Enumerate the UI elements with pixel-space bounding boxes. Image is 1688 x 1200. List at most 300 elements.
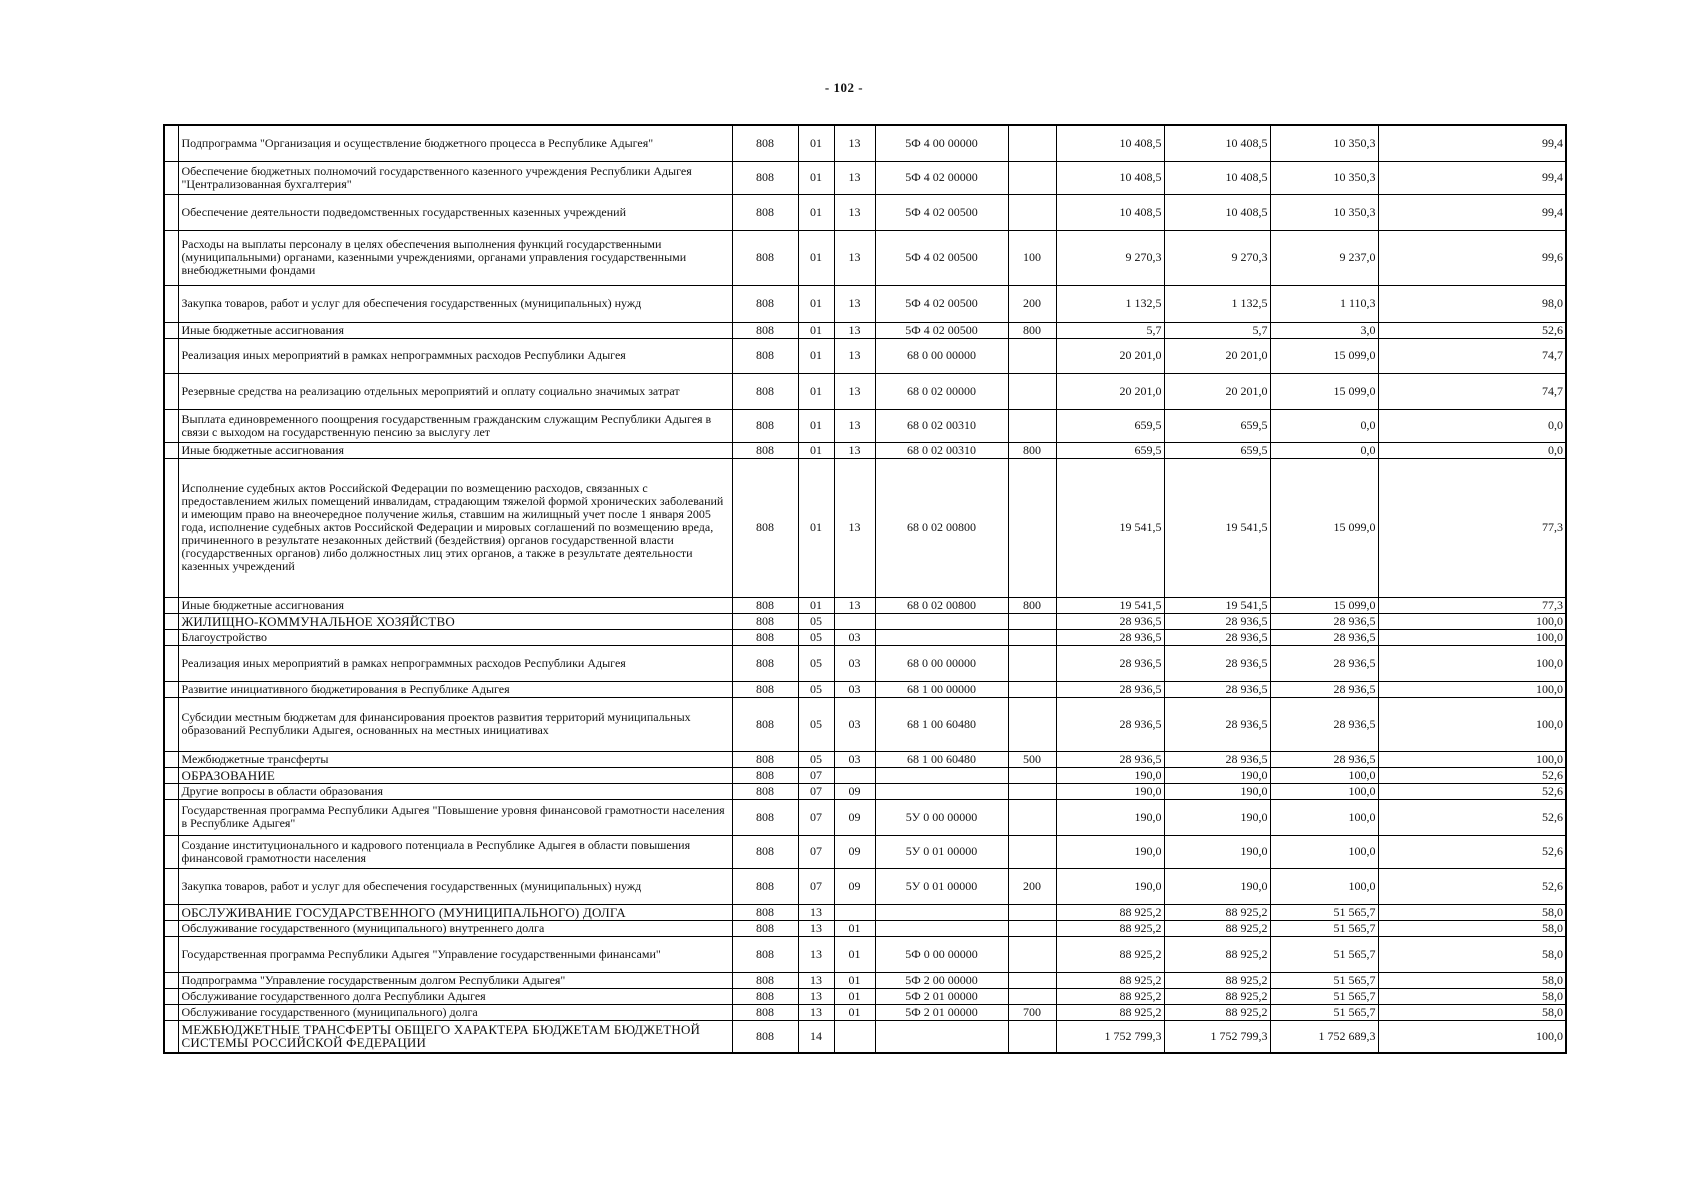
- row-name: ОБРАЗОВАНИЕ: [178, 767, 732, 783]
- row-grbs-code: 808: [732, 697, 798, 751]
- row-grbs-code: 808: [732, 338, 798, 373]
- row-name: Обслуживание государственного (муниципального) внутреннего долга: [178, 920, 732, 936]
- row-section-code: 01: [798, 161, 834, 194]
- table-row: [164, 125, 1566, 161]
- row-subsection-code: 09: [834, 783, 875, 799]
- row-revised-amount: 28 936,5: [1164, 613, 1270, 629]
- row-execution-percent: 99,4: [1378, 161, 1566, 194]
- row-name: Обслуживание государственного долга Республики Адыгея: [178, 988, 732, 1004]
- table-row: [164, 920, 1566, 936]
- row-execution-percent: 77,3: [1378, 597, 1566, 613]
- row-executed-amount: 15 099,0: [1270, 597, 1378, 613]
- row-execution-percent: 99,6: [1378, 230, 1566, 285]
- row-target-article: [875, 904, 1008, 920]
- table-row: [164, 194, 1566, 230]
- row-target-article: [875, 629, 1008, 645]
- row-subsection-code: 01: [834, 920, 875, 936]
- row-target-article: [875, 783, 1008, 799]
- row-expense-type: [1008, 904, 1056, 920]
- row-name: Иные бюджетные ассигнования: [178, 322, 732, 338]
- row-section-code: 01: [798, 194, 834, 230]
- row-grbs-code: 808: [732, 783, 798, 799]
- row-executed-amount: 28 936,5: [1270, 681, 1378, 697]
- table-row: [164, 285, 1566, 322]
- row-executed-amount: 15 099,0: [1270, 338, 1378, 373]
- row-executed-amount: 51 565,7: [1270, 1004, 1378, 1020]
- row-execution-percent: 99,4: [1378, 125, 1566, 161]
- row-margin-cell: [164, 835, 178, 868]
- row-execution-percent: 58,0: [1378, 920, 1566, 936]
- row-executed-amount: 28 936,5: [1270, 629, 1378, 645]
- row-expense-type: 800: [1008, 597, 1056, 613]
- row-approved-amount: 10 408,5: [1056, 194, 1164, 230]
- row-subsection-code: 01: [834, 988, 875, 1004]
- row-margin-cell: [164, 920, 178, 936]
- row-approved-amount: 20 201,0: [1056, 373, 1164, 409]
- row-expense-type: 200: [1008, 285, 1056, 322]
- row-subsection-code: 13: [834, 409, 875, 442]
- row-name: Иные бюджетные ассигнования: [178, 442, 732, 458]
- row-target-article: 5У 0 01 00000: [875, 835, 1008, 868]
- row-revised-amount: 1 752 799,3: [1164, 1020, 1270, 1053]
- row-executed-amount: 15 099,0: [1270, 458, 1378, 597]
- row-execution-percent: 100,0: [1378, 629, 1566, 645]
- row-target-article: [875, 613, 1008, 629]
- row-approved-amount: 28 936,5: [1056, 697, 1164, 751]
- row-subsection-code: 13: [834, 373, 875, 409]
- row-section-code: 01: [798, 338, 834, 373]
- row-margin-cell: [164, 161, 178, 194]
- row-executed-amount: 1 752 689,3: [1270, 1020, 1378, 1053]
- table-row: [164, 835, 1566, 868]
- row-execution-percent: 58,0: [1378, 904, 1566, 920]
- row-execution-percent: 100,0: [1378, 697, 1566, 751]
- row-executed-amount: 100,0: [1270, 799, 1378, 835]
- row-executed-amount: 10 350,3: [1270, 125, 1378, 161]
- row-grbs-code: 808: [732, 322, 798, 338]
- row-revised-amount: 88 925,2: [1164, 988, 1270, 1004]
- row-margin-cell: [164, 936, 178, 972]
- row-expense-type: [1008, 409, 1056, 442]
- row-margin-cell: [164, 458, 178, 597]
- row-revised-amount: 28 936,5: [1164, 681, 1270, 697]
- row-subsection-code: [834, 1020, 875, 1053]
- row-grbs-code: 808: [732, 681, 798, 697]
- row-grbs-code: 808: [732, 1020, 798, 1053]
- row-expense-type: [1008, 1020, 1056, 1053]
- row-executed-amount: 28 936,5: [1270, 697, 1378, 751]
- table-row: [164, 161, 1566, 194]
- row-section-code: 01: [798, 125, 834, 161]
- row-margin-cell: [164, 322, 178, 338]
- row-target-article: 68 0 02 00800: [875, 458, 1008, 597]
- row-expense-type: [1008, 920, 1056, 936]
- table-row: [164, 868, 1566, 904]
- row-expense-type: 200: [1008, 868, 1056, 904]
- table-row: [164, 458, 1566, 597]
- row-executed-amount: 9 237,0: [1270, 230, 1378, 285]
- row-subsection-code: [834, 767, 875, 783]
- row-approved-amount: 10 408,5: [1056, 125, 1164, 161]
- table-row: [164, 799, 1566, 835]
- row-approved-amount: 28 936,5: [1056, 645, 1164, 681]
- row-subsection-code: 13: [834, 230, 875, 285]
- row-target-article: [875, 1020, 1008, 1053]
- row-name: Исполнение судебных актов Российской Федерации по возмещению расходов, связанных с предоставлением жилых помещений инвалидам, страдающим тяжелой формой хронических заболеваний и имеющим право на внеочередное получение жилья, ставшим на жилищный учет после 1 января 2005 года, исполнение судебных актов Российской Федерации и мировых соглашений по возмещению вреда, причиненного в результате незаконных действий (бездействия) органов государственной власти (государственных органов) либо должностных лиц этих органов, а также в результате деятельности казенных учреждений: [178, 458, 732, 597]
- row-margin-cell: [164, 799, 178, 835]
- row-section-code: 01: [798, 458, 834, 597]
- row-revised-amount: 659,5: [1164, 409, 1270, 442]
- page-number: - 102 -: [824, 80, 864, 95]
- row-execution-percent: 100,0: [1378, 751, 1566, 767]
- row-section-code: 01: [798, 285, 834, 322]
- row-expense-type: [1008, 645, 1056, 681]
- row-grbs-code: 808: [732, 751, 798, 767]
- row-margin-cell: [164, 629, 178, 645]
- row-grbs-code: 808: [732, 799, 798, 835]
- row-subsection-code: 03: [834, 697, 875, 751]
- row-execution-percent: 100,0: [1378, 1020, 1566, 1053]
- row-section-code: 13: [798, 1004, 834, 1020]
- row-executed-amount: 51 565,7: [1270, 920, 1378, 936]
- table-row: [164, 904, 1566, 920]
- row-expense-type: [1008, 613, 1056, 629]
- row-revised-amount: 1 132,5: [1164, 285, 1270, 322]
- row-expense-type: [1008, 161, 1056, 194]
- row-expense-type: [1008, 799, 1056, 835]
- row-grbs-code: 808: [732, 920, 798, 936]
- row-execution-percent: 0,0: [1378, 442, 1566, 458]
- row-revised-amount: 88 925,2: [1164, 904, 1270, 920]
- row-execution-percent: 99,4: [1378, 194, 1566, 230]
- row-margin-cell: [164, 597, 178, 613]
- row-section-code: 13: [798, 920, 834, 936]
- row-margin-cell: [164, 230, 178, 285]
- row-grbs-code: 808: [732, 629, 798, 645]
- row-name: ОБСЛУЖИВАНИЕ ГОСУДАРСТВЕННОГО (МУНИЦИПАЛЬНОГО) ДОЛГА: [178, 904, 732, 920]
- row-grbs-code: 808: [732, 125, 798, 161]
- row-execution-percent: 100,0: [1378, 613, 1566, 629]
- row-margin-cell: [164, 442, 178, 458]
- row-target-article: 5Ф 2 01 00000: [875, 988, 1008, 1004]
- row-revised-amount: 5,7: [1164, 322, 1270, 338]
- row-target-article: 5Ф 4 02 00000: [875, 161, 1008, 194]
- row-target-article: 68 1 00 60480: [875, 697, 1008, 751]
- row-name: Государственная программа Республики Адыгея "Управление государственными финансами": [178, 936, 732, 972]
- row-approved-amount: 88 925,2: [1056, 936, 1164, 972]
- table-row: [164, 409, 1566, 442]
- row-name: Государственная программа Республики Адыгея "Повышение уровня финансовой грамотности населения в Республике Адыгея": [178, 799, 732, 835]
- row-expense-type: [1008, 373, 1056, 409]
- row-section-code: 07: [798, 835, 834, 868]
- table-row: [164, 442, 1566, 458]
- row-name: Субсидии местным бюджетам для финансирования проектов развития территорий муниципальных образований Республики Адыгея, основанных на местных инициативах: [178, 697, 732, 751]
- table-row: [164, 230, 1566, 285]
- row-section-code: 13: [798, 988, 834, 1004]
- row-name: Закупка товаров, работ и услуг для обеспечения государственных (муниципальных) нужд: [178, 285, 732, 322]
- row-margin-cell: [164, 613, 178, 629]
- row-grbs-code: 808: [732, 835, 798, 868]
- row-grbs-code: 808: [732, 373, 798, 409]
- row-section-code: 13: [798, 904, 834, 920]
- row-margin-cell: [164, 338, 178, 373]
- row-target-article: 5Ф 4 02 00500: [875, 322, 1008, 338]
- row-revised-amount: 88 925,2: [1164, 1004, 1270, 1020]
- row-approved-amount: 1 752 799,3: [1056, 1020, 1164, 1053]
- row-subsection-code: 03: [834, 645, 875, 681]
- row-executed-amount: 28 936,5: [1270, 751, 1378, 767]
- row-execution-percent: 100,0: [1378, 645, 1566, 681]
- row-executed-amount: 15 099,0: [1270, 373, 1378, 409]
- table-row: [164, 988, 1566, 1004]
- row-subsection-code: 13: [834, 338, 875, 373]
- row-revised-amount: 190,0: [1164, 767, 1270, 783]
- row-approved-amount: 190,0: [1056, 835, 1164, 868]
- row-grbs-code: 808: [732, 936, 798, 972]
- row-expense-type: [1008, 988, 1056, 1004]
- row-margin-cell: [164, 409, 178, 442]
- row-expense-type: [1008, 194, 1056, 230]
- row-expense-type: [1008, 629, 1056, 645]
- row-subsection-code: 13: [834, 597, 875, 613]
- row-section-code: 01: [798, 373, 834, 409]
- row-approved-amount: 10 408,5: [1056, 161, 1164, 194]
- row-target-article: 68 0 00 00000: [875, 645, 1008, 681]
- row-revised-amount: 19 541,5: [1164, 597, 1270, 613]
- row-section-code: 13: [798, 936, 834, 972]
- row-margin-cell: [164, 194, 178, 230]
- row-section-code: 07: [798, 799, 834, 835]
- row-approved-amount: 88 925,2: [1056, 904, 1164, 920]
- row-approved-amount: 190,0: [1056, 799, 1164, 835]
- row-executed-amount: 51 565,7: [1270, 972, 1378, 988]
- row-executed-amount: 10 350,3: [1270, 194, 1378, 230]
- row-target-article: 68 0 02 00310: [875, 409, 1008, 442]
- row-grbs-code: 808: [732, 988, 798, 1004]
- row-target-article: [875, 767, 1008, 783]
- row-execution-percent: 52,6: [1378, 868, 1566, 904]
- row-approved-amount: 190,0: [1056, 868, 1164, 904]
- row-grbs-code: 808: [732, 904, 798, 920]
- row-executed-amount: 100,0: [1270, 783, 1378, 799]
- row-executed-amount: 100,0: [1270, 868, 1378, 904]
- row-executed-amount: 100,0: [1270, 767, 1378, 783]
- row-subsection-code: 09: [834, 799, 875, 835]
- row-subsection-code: 13: [834, 161, 875, 194]
- row-expense-type: 500: [1008, 751, 1056, 767]
- row-grbs-code: 808: [732, 645, 798, 681]
- row-margin-cell: [164, 681, 178, 697]
- row-margin-cell: [164, 1004, 178, 1020]
- row-approved-amount: 659,5: [1056, 409, 1164, 442]
- row-expense-type: [1008, 835, 1056, 868]
- row-name: Выплата единовременного поощрения государственным гражданским служащим Республики Адыгея в связи с выходом на государственную пенсию за выслугу лет: [178, 409, 732, 442]
- row-name: Другие вопросы в области образования: [178, 783, 732, 799]
- row-subsection-code: 09: [834, 868, 875, 904]
- table-row: [164, 972, 1566, 988]
- row-name: Межбюджетные трансферты: [178, 751, 732, 767]
- row-execution-percent: 74,7: [1378, 338, 1566, 373]
- row-name: Реализация иных мероприятий в рамках непрограммных расходов Республики Адыгея: [178, 645, 732, 681]
- row-margin-cell: [164, 767, 178, 783]
- row-revised-amount: 190,0: [1164, 783, 1270, 799]
- row-name: Обеспечение бюджетных полномочий государственного казенного учреждения Республики Адыгея "Централизованная бухгалтерия": [178, 161, 732, 194]
- table-row: [164, 681, 1566, 697]
- row-name: Резервные средства на реализацию отдельных мероприятий и оплату социально значимых затрат: [178, 373, 732, 409]
- row-revised-amount: 20 201,0: [1164, 373, 1270, 409]
- row-expense-type: [1008, 697, 1056, 751]
- table-row: [164, 613, 1566, 629]
- row-margin-cell: [164, 904, 178, 920]
- row-subsection-code: [834, 613, 875, 629]
- row-margin-cell: [164, 1020, 178, 1053]
- row-margin-cell: [164, 783, 178, 799]
- row-target-article: 5Ф 2 01 00000: [875, 1004, 1008, 1020]
- row-section-code: 07: [798, 868, 834, 904]
- row-execution-percent: 98,0: [1378, 285, 1566, 322]
- row-subsection-code: 13: [834, 322, 875, 338]
- row-execution-percent: 52,6: [1378, 799, 1566, 835]
- row-section-code: 05: [798, 645, 834, 681]
- row-revised-amount: 10 408,5: [1164, 125, 1270, 161]
- table-row: [164, 645, 1566, 681]
- row-target-article: 68 1 00 60480: [875, 751, 1008, 767]
- table-row: [164, 373, 1566, 409]
- row-grbs-code: 808: [732, 868, 798, 904]
- table-row: [164, 338, 1566, 373]
- table-row: [164, 629, 1566, 645]
- row-grbs-code: 808: [732, 194, 798, 230]
- row-approved-amount: 88 925,2: [1056, 1004, 1164, 1020]
- row-subsection-code: 13: [834, 125, 875, 161]
- row-margin-cell: [164, 868, 178, 904]
- row-grbs-code: 808: [732, 972, 798, 988]
- row-approved-amount: 19 541,5: [1056, 458, 1164, 597]
- row-subsection-code: 13: [834, 442, 875, 458]
- row-subsection-code: 03: [834, 629, 875, 645]
- row-approved-amount: 28 936,5: [1056, 613, 1164, 629]
- row-approved-amount: 19 541,5: [1056, 597, 1164, 613]
- row-approved-amount: 88 925,2: [1056, 920, 1164, 936]
- row-grbs-code: 808: [732, 161, 798, 194]
- row-approved-amount: 9 270,3: [1056, 230, 1164, 285]
- row-section-code: 14: [798, 1020, 834, 1053]
- row-revised-amount: 190,0: [1164, 868, 1270, 904]
- row-approved-amount: 88 925,2: [1056, 988, 1164, 1004]
- row-approved-amount: 659,5: [1056, 442, 1164, 458]
- row-name: Благоустройство: [178, 629, 732, 645]
- row-section-code: 05: [798, 697, 834, 751]
- row-target-article: 5Ф 2 00 00000: [875, 972, 1008, 988]
- row-subsection-code: 09: [834, 835, 875, 868]
- row-expense-type: 800: [1008, 322, 1056, 338]
- row-margin-cell: [164, 697, 178, 751]
- row-expense-type: [1008, 338, 1056, 373]
- row-section-code: 01: [798, 230, 834, 285]
- row-execution-percent: 58,0: [1378, 1004, 1566, 1020]
- row-section-code: 13: [798, 972, 834, 988]
- row-grbs-code: 808: [732, 767, 798, 783]
- row-name: Расходы на выплаты персоналу в целях обеспечения выполнения функций государственными (муниципальными) органами, казенными учреждениями, органами управления государственными внебюджетными фондами: [178, 230, 732, 285]
- row-name: Развитие инициативного бюджетирования в Республике Адыгея: [178, 681, 732, 697]
- row-grbs-code: 808: [732, 442, 798, 458]
- row-executed-amount: 1 110,3: [1270, 285, 1378, 322]
- row-subsection-code: [834, 904, 875, 920]
- row-executed-amount: 51 565,7: [1270, 988, 1378, 1004]
- table-row: [164, 322, 1566, 338]
- row-revised-amount: 9 270,3: [1164, 230, 1270, 285]
- row-grbs-code: 808: [732, 409, 798, 442]
- row-margin-cell: [164, 988, 178, 1004]
- row-subsection-code: 13: [834, 285, 875, 322]
- row-executed-amount: 0,0: [1270, 442, 1378, 458]
- row-execution-percent: 0,0: [1378, 409, 1566, 442]
- row-executed-amount: 51 565,7: [1270, 936, 1378, 972]
- row-revised-amount: 19 541,5: [1164, 458, 1270, 597]
- row-execution-percent: 74,7: [1378, 373, 1566, 409]
- row-executed-amount: 51 565,7: [1270, 904, 1378, 920]
- row-revised-amount: 10 408,5: [1164, 161, 1270, 194]
- table-row: [164, 936, 1566, 972]
- row-expense-type: [1008, 681, 1056, 697]
- row-target-article: 5У 0 01 00000: [875, 868, 1008, 904]
- row-revised-amount: 659,5: [1164, 442, 1270, 458]
- row-subsection-code: 01: [834, 972, 875, 988]
- table-row: [164, 767, 1566, 783]
- row-name: Иные бюджетные ассигнования: [178, 597, 732, 613]
- row-target-article: 5Ф 4 02 00500: [875, 230, 1008, 285]
- row-grbs-code: 808: [732, 458, 798, 597]
- row-revised-amount: 190,0: [1164, 799, 1270, 835]
- row-approved-amount: 190,0: [1056, 767, 1164, 783]
- row-approved-amount: 88 925,2: [1056, 972, 1164, 988]
- row-approved-amount: 5,7: [1056, 322, 1164, 338]
- row-execution-percent: 58,0: [1378, 972, 1566, 988]
- row-approved-amount: 28 936,5: [1056, 751, 1164, 767]
- row-revised-amount: 20 201,0: [1164, 338, 1270, 373]
- row-margin-cell: [164, 972, 178, 988]
- row-target-article: 5Ф 4 02 00500: [875, 285, 1008, 322]
- row-subsection-code: 01: [834, 936, 875, 972]
- row-expense-type: [1008, 972, 1056, 988]
- row-grbs-code: 808: [732, 597, 798, 613]
- row-section-code: 01: [798, 322, 834, 338]
- row-revised-amount: 88 925,2: [1164, 936, 1270, 972]
- row-name: Закупка товаров, работ и услуг для обеспечения государственных (муниципальных) нужд: [178, 868, 732, 904]
- row-revised-amount: 28 936,5: [1164, 629, 1270, 645]
- row-name: Подпрограмма "Управление государственным долгом Республики Адыгея": [178, 972, 732, 988]
- row-revised-amount: 88 925,2: [1164, 920, 1270, 936]
- row-executed-amount: 28 936,5: [1270, 613, 1378, 629]
- row-target-article: 68 0 02 00310: [875, 442, 1008, 458]
- row-section-code: 01: [798, 409, 834, 442]
- row-approved-amount: 28 936,5: [1056, 629, 1164, 645]
- row-revised-amount: 28 936,5: [1164, 697, 1270, 751]
- row-section-code: 05: [798, 751, 834, 767]
- table-row: [164, 783, 1566, 799]
- row-revised-amount: 28 936,5: [1164, 751, 1270, 767]
- row-execution-percent: 77,3: [1378, 458, 1566, 597]
- table-body: [164, 125, 1566, 1053]
- row-margin-cell: [164, 285, 178, 322]
- row-section-code: 05: [798, 613, 834, 629]
- row-target-article: 5Ф 0 00 00000: [875, 936, 1008, 972]
- row-section-code: 01: [798, 597, 834, 613]
- row-section-code: 05: [798, 629, 834, 645]
- table-row: [164, 1004, 1566, 1020]
- table-row: [164, 697, 1566, 751]
- row-name: Обслуживание государственного (муниципального) долга: [178, 1004, 732, 1020]
